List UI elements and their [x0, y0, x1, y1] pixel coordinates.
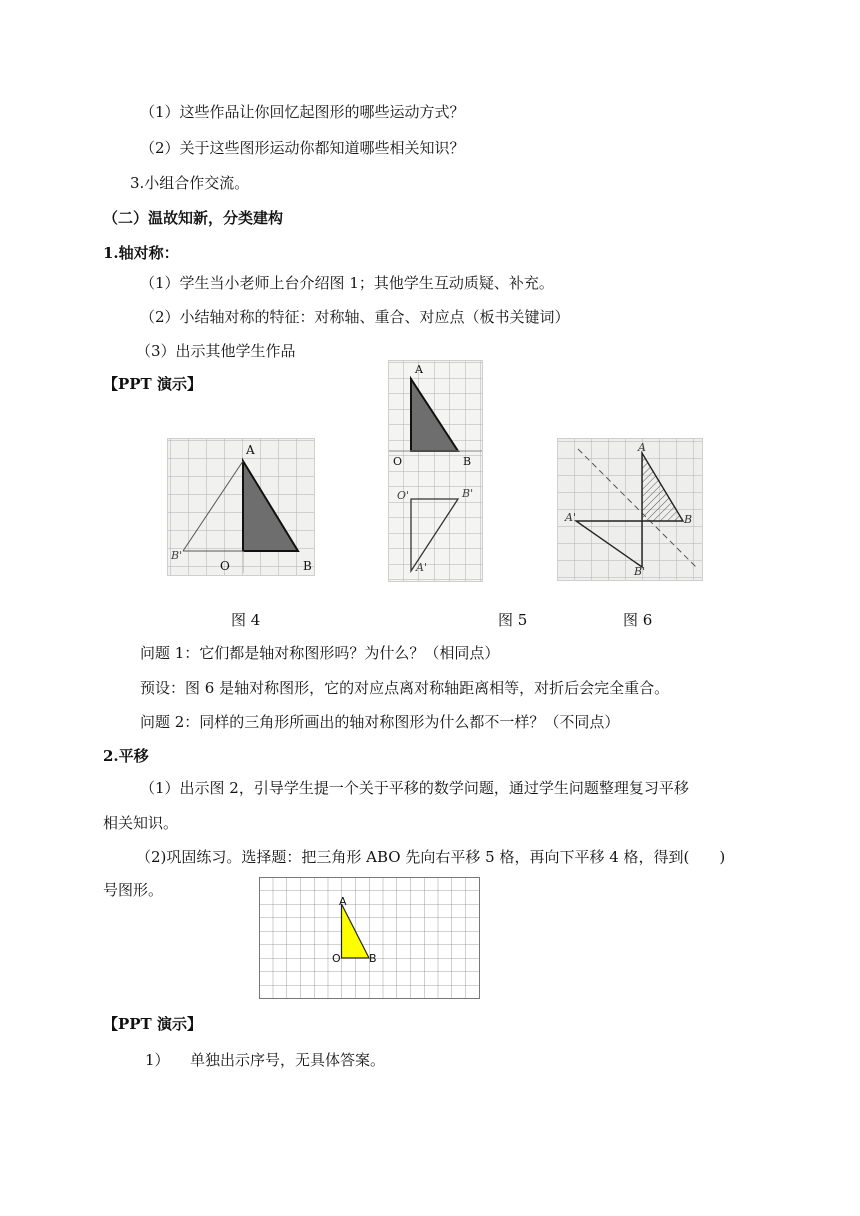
translation-p1-line1: （1）出示图 2，引导学生提一个关于平移的数学问题，通过学生问题整理复习平移 [140, 779, 689, 797]
translation-grid [259, 877, 480, 999]
caption-figure-6: 图 6 [623, 611, 653, 629]
translation-p2-line1: （2)巩固练习。选择题：把三角形 ABO 先向右平移 5 格，再向下平移 4 格，得到( ) [136, 848, 726, 866]
item-1-text: 单独出示序号，无具体答案。 [190, 1051, 386, 1069]
fig4-label-b-prime: B' [171, 549, 183, 562]
fig5-label-o-prime: O' [397, 489, 410, 502]
fig6-label-b: B [684, 513, 693, 526]
fig4-label-a: A [246, 443, 255, 457]
fig5-label-a-prime: A' [416, 561, 427, 574]
fig5-label-b-prime: B' [462, 487, 474, 500]
preset-answer: 预设：图 6 是轴对称图形，它的对应点离对称轴距离相等，对折后会完全重合。 [140, 679, 670, 697]
fig6-label-b-prime: B' [634, 565, 646, 578]
question-2-difference: 问题 2：同样的三角形所画出的轴对称图形为什么都不一样？（不同点） [140, 713, 620, 731]
question-1: （1）这些作品让你回忆起图形的哪些运动方式？ [140, 103, 465, 121]
fig5-label-a: A [415, 363, 423, 376]
figure-6 [557, 438, 703, 581]
fig4-label-o: O [220, 559, 230, 573]
ppt-label-2: 【PPT 演示】 [103, 1015, 202, 1033]
grid-label-o: O [332, 952, 341, 965]
grid-label-b: B [369, 952, 377, 965]
fig6-label-a: A [638, 441, 646, 454]
axial-heading: 1.轴对称： [103, 244, 179, 262]
axial-p3: （3）出示其他学生作品 [136, 342, 296, 360]
translation-p2-line2: 号图形。 [103, 881, 164, 899]
figure-4 [167, 438, 315, 576]
translation-p1-line2: 相关知识。 [103, 814, 179, 832]
fig5-label-o: O [393, 455, 403, 468]
caption-figure-4: 图 4 [231, 611, 261, 629]
fig6-label-a-prime: A' [565, 511, 576, 524]
fig4-label-b: B [303, 559, 312, 573]
fig5-label-b: B [463, 455, 472, 468]
grid-label-a: A [339, 895, 347, 908]
caption-figure-5: 图 5 [498, 611, 528, 629]
axial-p2: （2）小结轴对称的特征：对称轴、重合、对应点（板书关键词） [140, 308, 570, 326]
ppt-label-1: 【PPT 演示】 [103, 375, 202, 393]
axial-p1: （1）学生当小老师上台介绍图 1；其他学生互动质疑、补充。 [140, 274, 554, 292]
section-heading: （二）温故知新，分类建构 [103, 209, 284, 227]
figure-5 [388, 360, 483, 582]
question-1-common: 问题 1：它们都是轴对称图形吗？为什么？（相同点） [140, 644, 500, 662]
question-2: （2）关于这些图形运动你都知道哪些相关知识？ [140, 139, 465, 157]
item-1-number: 1） [145, 1051, 170, 1069]
translation-heading: 2.平移 [103, 747, 149, 765]
step-3: 3.小组合作交流。 [130, 174, 250, 192]
